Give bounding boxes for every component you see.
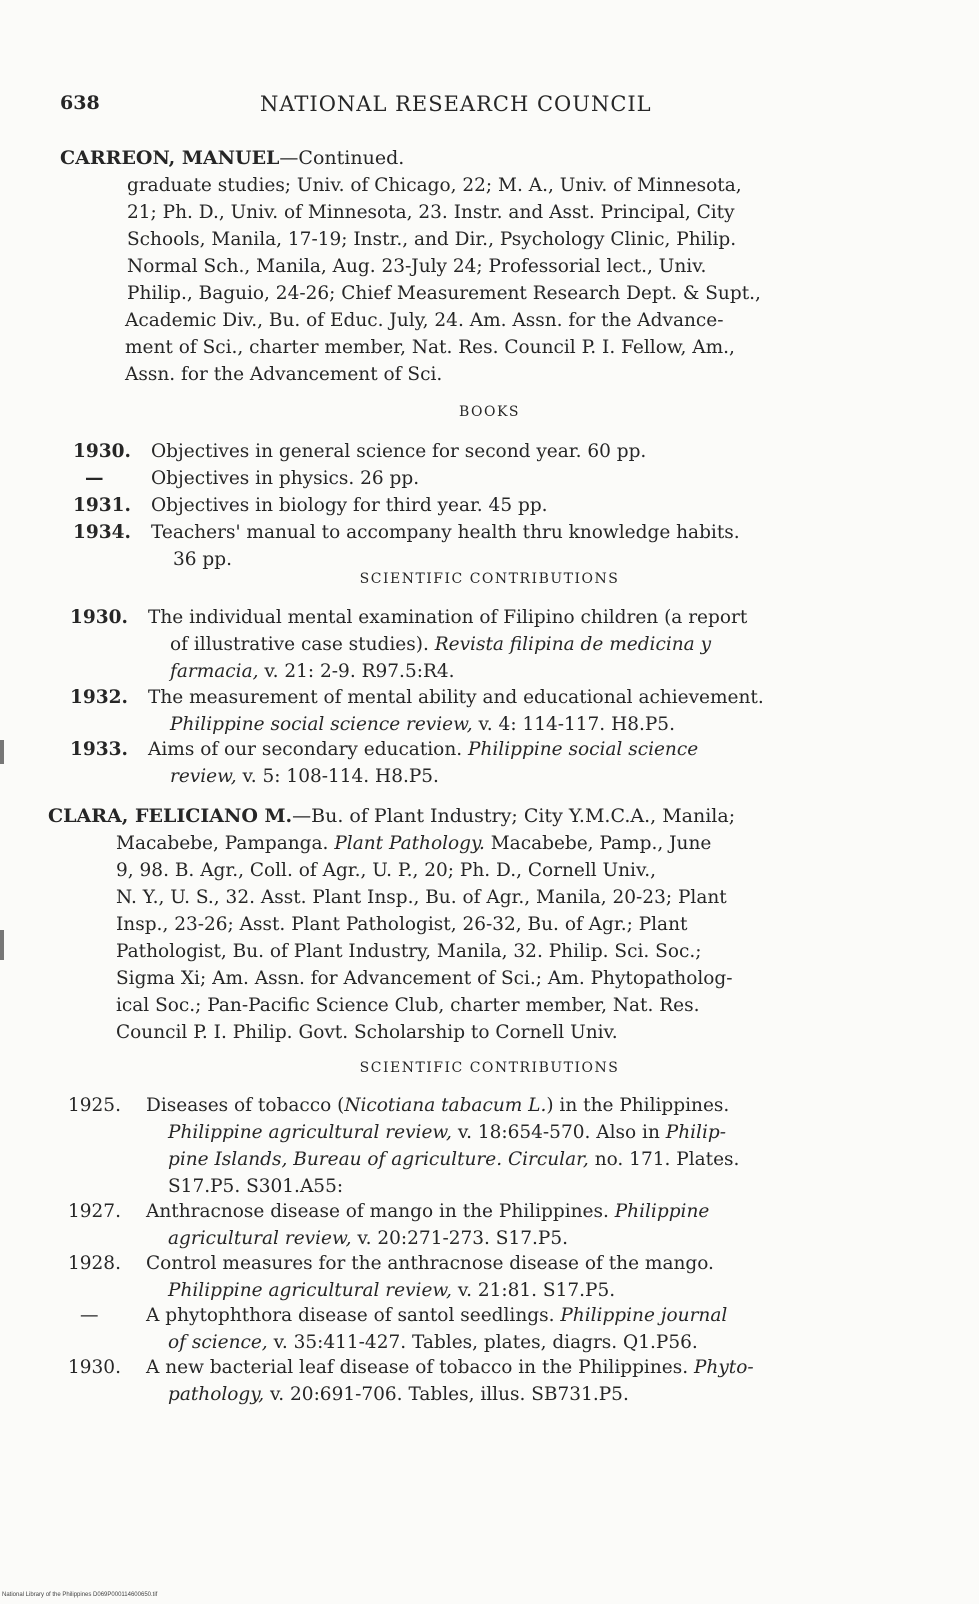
year: — <box>85 468 104 489</box>
journal-title: Philippine journal <box>560 1305 728 1326</box>
running-title: NATIONAL RESEARCH COUNCIL <box>260 92 652 116</box>
bio-line: Normal Sch., Manila, Aug. 23-July 24; Professorial lect., Univ. <box>127 256 707 277</box>
journal-title: farmacia, <box>170 661 259 682</box>
text: v. 18:654-570. Also in <box>451 1122 666 1143</box>
list-item <box>68 1354 878 1408</box>
bio-line: Philip., Baguio, 24-26; Chief Measurement Research Dept. & Supt., <box>127 283 761 304</box>
journal-title: review, <box>170 766 237 787</box>
citation-line: Control measures for the anthracnose disease of the mango. <box>146 1253 714 1274</box>
citation-line <box>148 658 747 685</box>
list-item <box>70 604 880 685</box>
bio-line: ment of Sci., charter member, Nat. Res. Council P. I. Fellow, Am., <box>125 337 735 358</box>
citation-line <box>146 1201 709 1222</box>
list-item <box>73 438 883 465</box>
text: v. 4: 114-117. H8.P5. <box>472 714 675 735</box>
bio-line: 21; Ph. D., Univ. of Minnesota, 23. Instr. and Asst. Principal, City <box>127 202 735 223</box>
scan-margin-mark <box>0 740 4 764</box>
citation <box>146 1198 709 1252</box>
journal-title: of science, <box>168 1332 268 1353</box>
citation-line <box>148 711 764 738</box>
species-name: Nicotiana tabacum L. <box>344 1095 547 1116</box>
citation-line <box>146 1381 754 1408</box>
journal-title: Philippine agricultural review, <box>168 1122 452 1143</box>
section-heading-scientific: SCIENTIFIC CONTRIBUTIONS <box>359 571 620 587</box>
text: Macabebe, Pamp., June <box>484 833 712 854</box>
bio-line: Council P. I. Philip. Govt. Scholarship to Cornell Univ. <box>116 1022 618 1043</box>
list-item <box>68 1302 878 1356</box>
section-heading-books: BOOKS <box>458 404 521 420</box>
specialty: Plant Pathology. <box>334 833 485 854</box>
year: 1930. <box>73 441 131 462</box>
citation-line: S17.P5. S301.A55: <box>168 1176 344 1197</box>
text: A new bacterial leaf disease of tobacco in the Philippines. <box>146 1357 694 1378</box>
citation-line <box>146 1305 727 1326</box>
list-item <box>73 492 883 519</box>
bio-line: 9, 98. B. Agr., Coll. of Agr., U. P., 20; Ph. D., Cornell Univ., <box>116 860 656 881</box>
entry-name: CLARA, FELICIANO M. <box>48 805 293 827</box>
citation <box>148 684 764 738</box>
citation-line: The measurement of mental ability and educational achievement. <box>148 687 764 708</box>
scan-footer: National Library of the Philippines D069P000114600650.tif <box>2 1592 158 1598</box>
title: Teachers' manual to accompany health thru knowledge habits. <box>151 522 740 543</box>
title: Objectives in biology for third year. 45 pp. <box>151 495 548 516</box>
text: Anthracnose disease of mango in the Philippines. <box>146 1201 615 1222</box>
bio-line: Academic Div., Bu. of Educ. July, 24. Am. Assn. for the Advance- <box>125 310 724 331</box>
bio-line: ical Soc.; Pan-Pacific Science Club, charter member, Nat. Res. <box>116 995 700 1016</box>
title: Objectives in physics. 26 pp. <box>151 468 420 489</box>
year: 1930. <box>68 1357 121 1378</box>
list-item <box>68 1198 878 1252</box>
citation-line <box>146 1146 739 1173</box>
title: Objectives in general science for second year. 60 pp. <box>151 441 647 462</box>
citation-line <box>146 1357 754 1378</box>
journal-title: Revista filipina de medicina y <box>434 634 712 655</box>
year: 1927. <box>68 1201 121 1222</box>
text: no. 171. Plates. <box>588 1149 740 1170</box>
entry-heading-clara <box>48 803 878 830</box>
citation-line <box>148 631 747 658</box>
citation-line <box>148 739 698 760</box>
text: v. 21:81. S17.P5. <box>451 1280 616 1301</box>
text: of illustrative case studies). <box>170 634 435 655</box>
citation <box>148 604 747 685</box>
journal-title: Philip- <box>665 1122 726 1143</box>
text: v. 20:271-273. S17.P5. <box>351 1228 568 1249</box>
citation-line <box>148 763 698 790</box>
bio-line: Schools, Manila, 17-19; Instr., and Dir., Psychology Clinic, Philip. <box>127 229 737 250</box>
text: Diseases of tobacco ( <box>146 1095 345 1116</box>
year: 1930. <box>70 607 128 628</box>
journal-title: Philippine <box>614 1201 710 1222</box>
year: 1928. <box>68 1253 121 1274</box>
journal-title: Philippine social science review, <box>170 714 473 735</box>
citation-line <box>146 1095 729 1116</box>
entry-affiliation: —Bu. of Plant Industry; City Y.M.C.A., Manila; <box>292 805 736 827</box>
text: ) in the Philippines. <box>546 1095 730 1116</box>
bio-line: Insp., 23-26; Asst. Plant Pathologist, 26-32, Bu. of Agr.; Plant <box>116 914 688 935</box>
entry-name: CARREON, MANUEL <box>60 147 280 169</box>
title-continued: 36 pp. <box>173 549 232 570</box>
citation <box>146 1092 739 1200</box>
journal-title: Phyto- <box>693 1357 754 1378</box>
text: Macabebe, Pampanga. <box>116 833 335 854</box>
running-head <box>60 92 919 122</box>
journal-title: pine Islands, Bureau of agriculture. Circular, <box>168 1149 589 1170</box>
year: 1931. <box>73 495 131 516</box>
list-item <box>70 736 880 790</box>
text: v. 5: 108-114. H8.P5. <box>236 766 439 787</box>
year: — <box>80 1305 99 1326</box>
journal-title: agricultural review, <box>168 1228 352 1249</box>
list-item <box>70 684 880 738</box>
scan-margin-mark <box>0 930 4 960</box>
journal-title: pathology, <box>168 1384 265 1405</box>
text: A phytophthora disease of santol seedlings. <box>146 1305 561 1326</box>
year: 1934. <box>73 522 131 543</box>
journal-title: Philippine social science <box>468 739 699 760</box>
bio-line: N. Y., U. S., 32. Asst. Plant Insp., Bu. of Agr., Manila, 20-23; Plant <box>116 887 727 908</box>
list-item <box>73 519 883 573</box>
page-number: 638 <box>60 92 100 114</box>
list-item <box>68 1092 878 1200</box>
citation <box>146 1302 727 1356</box>
citation <box>146 1250 714 1304</box>
citation-line <box>146 1277 714 1304</box>
bio-line: Assn. for the Advancement of Sci. <box>125 364 443 385</box>
citation <box>148 736 698 790</box>
citation <box>146 1354 754 1408</box>
journal-title: Philippine agricultural review, <box>168 1280 452 1301</box>
year: 1933. <box>70 739 128 760</box>
year: 1932. <box>70 687 128 708</box>
bio-line: Sigma Xi; Am. Assn. for Advancement of Sci.; Am. Phytopatholog- <box>116 968 733 989</box>
text: v. 21: 2-9. R97.5:R4. <box>258 661 455 682</box>
citation-line <box>146 1119 739 1146</box>
list-item <box>68 1250 878 1304</box>
text: Aims of our secondary education. <box>148 739 469 760</box>
entry-heading-carreon <box>60 145 404 172</box>
citation-line <box>146 1225 709 1252</box>
section-heading-scientific: SCIENTIFIC CONTRIBUTIONS <box>359 1060 620 1076</box>
citation-line <box>146 1329 727 1356</box>
entry-continued: —Continued. <box>279 147 405 169</box>
list-item <box>73 465 883 492</box>
text: v. 35:411-427. Tables, plates, diagrs. Q1.P56. <box>267 1332 698 1353</box>
bio-line: graduate studies; Univ. of Chicago, 22; M. A., Univ. of Minnesota, <box>127 175 742 196</box>
title-block <box>151 519 740 573</box>
citation-line: The individual mental examination of Filipino children (a report <box>148 607 748 628</box>
text: v. 20:691-706. Tables, illus. SB731.P5. <box>264 1384 629 1405</box>
bio-line <box>116 830 878 857</box>
bio-line: Pathologist, Bu. of Plant Industry, Manila, 32. Philip. Sci. Soc.; <box>116 941 702 962</box>
year: 1925. <box>68 1095 121 1116</box>
